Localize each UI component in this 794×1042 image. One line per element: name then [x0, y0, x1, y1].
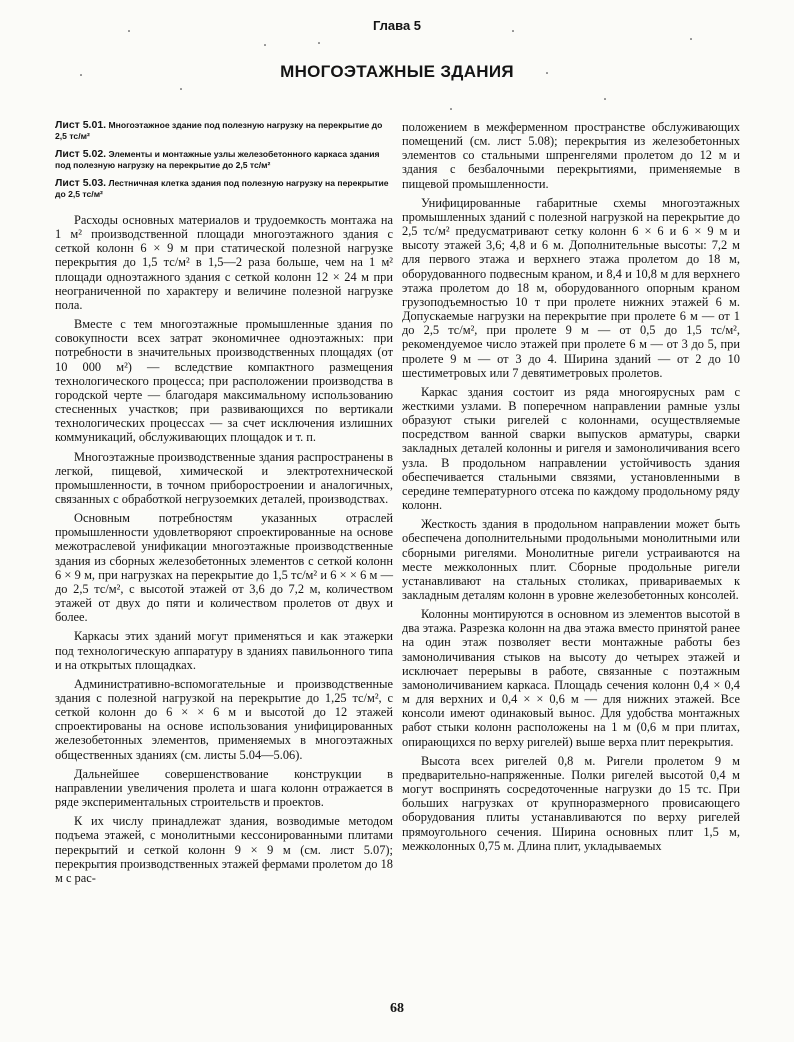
chapter-heading: Глава 5: [372, 18, 422, 33]
body-paragraph: Каркасы этих зданий могут применяться и как этажерки под технологическую аппаратуру в зданиях павильонного типа и на открытых площадках.: [55, 629, 393, 672]
body-paragraph: Жесткость здания в продольном направлении может быть обеспечена дополнительными продольными монолитными или сборными ригелями. Монолитные ригели устраиваются на месте межколонных плит. Сборные продольные ригели устанавливают на стальных столиках, привариваемых к закладным деталям колонн в уровне железобетонных консолей.: [402, 517, 740, 602]
sheet-label: Лист 5.03.: [55, 177, 107, 189]
body-paragraph: Административно-вспомогательные и производственные здания с полезной нагрузкой на перекрытие до 1,25 тс/м², с сеткой колонн до 6 × × 6 м и высотой до 12 этажей спроектированы на основе использования унифицированных железобетонных элементов, применяемых в многоэтажных общественных зданиях (см. листы 5.04—5.06).: [55, 676, 393, 762]
left-column: [55, 120, 393, 890]
sheet-text: Элементы и монтажные узлы железобетонного каркаса здания под полезную нагрузку на перекрытие до 2,5 тс/м²: [55, 149, 380, 170]
scan-speck: [318, 42, 320, 44]
body-paragraph: Вместе с тем многоэтажные промышленные здания по совокупности всех затрат экономичнее одноэтажных: при потребности в значительных производственных площадях (от 10 000 м²) — вследствие компактного размещения технологического процесса; при расположении производства в городской черте — благодаря максимальному использованию стесненных участков; при развивающихся по вертикали технологических процессах — за счет исключения излишних коммуникаций, обслуживающих площадок и т. п.: [55, 317, 393, 445]
page-number: 68: [390, 1001, 404, 1016]
sheet-label: Лист 5.02.: [55, 148, 107, 160]
body-paragraph: Унифицированные габаритные схемы многоэтажных промышленных зданий с полезной нагрузкой на перекрытие до 2,5 тс/м² предусматривают сетку колонн 6 × 6 и 6 × 9 м и высоту этажей 3,6; 4,8 и 6 м. Дополнительные высоты: 7,2 м для первого этажа и верхнего этажа пролетом до 18 м, оборудованного подвесным краном, и 8,4 и 10,8 м для верхнего этажа пролетом до 18 м, оборудованного опорным краном грузоподъемностью 10 т при пролете нижних этажей 6 м. Допускаемые нагрузки на перекрытие при пролете 6 м — от 1 до 2,5 тс/м², при пролете 9 м — от 0,5 до 1,5 тс/м², рекомендуемое число этажей при пролете 6 м — от 3 до 5, при пролете 9 м — от 3 до 4. Ширина зданий — от 2 до 10 шестиметровых или 7 девятиметровых пролетов.: [402, 195, 740, 380]
scan-speck: [80, 74, 82, 76]
body-paragraph: Основным потребностям указанных отраслей промышленности удовлетворяют спроектированные на основе межотраслевой унификации многоэтажные производственные здания из сборных железобетонных элементов с сеткой колонн 6 × 9 м, при нагрузках на перекрытие до 1,5 тс/м² и 6 × × 6 м — до 2,5 тс/м², с высотой этажей от 3,6 до 7,2 м, количеством этажей от двух до пяти и количеством пролетов от двух и более.: [55, 511, 393, 625]
sheet-label: Лист 5.01.: [55, 119, 107, 131]
chapter-title: МНОГОЭТАЖНЫЕ ЗДАНИЯ: [280, 62, 514, 81]
sheet-caption: [55, 178, 393, 199]
body-paragraph: Высота всех ригелей 0,8 м. Ригели пролетом 9 м предварительно-напряженные. Полки ригелей высотой 0,4 м могут воспринять сосредоточенные нагрузки до 15 тс. При больших нагрузках от крупноразмерного провисающего оборудования плиты устанавливаются по верху ригелей прямоугольного сечения. Ширина основных плит 1,5 м, межколонных 0,75 м. Длина плит, укладываемых: [402, 753, 740, 853]
scan-speck: [604, 98, 606, 100]
sheet-caption: [55, 149, 393, 170]
scan-speck: [128, 30, 130, 32]
body-paragraph: Дальнейшее совершенствование конструкции в направлении увеличения пролета и шага колонн отражается в ряде экспериментальных строительств и проектов.: [55, 766, 393, 810]
scan-speck: [546, 72, 548, 74]
sheet-text: Лестничная клетка здания под полезную нагрузку на перекрытие до 2,5 тс/м²: [55, 178, 389, 199]
body-paragraph: Колонны монтируются в основном из элементов высотой в два этажа. Разрезка колонн на два этажа вместо принятой ранее на один этаж позволяет вести монтажные работы без замоноличивания стыков на высоту до четырех этажей и исключает перерывы в работе, связанные с поэтажным замоноличиванием каркаса. Площадь сечения колонн 0,4 × 0,4 м для верхних и 0,4 × × 0,6 м — для нижних этажей. Все консоли имеют одинаковый вынос. Для удобства монтажных работ стыки колонн расположены на 1 м (0,6 м при плитах, опирающихся по верху ригелей) выше верха плит перекрытия.: [402, 607, 740, 749]
body-paragraph: К их числу принадлежат здания, возводимые методом подъема этажей, с монолитными кессонированными плитами перекрытий и сеткой колонн 9 × 9 м (см. лист 5.07); перекрытия производственных этажей фермами пролетом до 18 м с рас-: [55, 814, 393, 885]
scan-speck: [690, 38, 692, 40]
scan-speck: [180, 88, 182, 90]
right-column: [402, 120, 740, 858]
scan-speck: [512, 30, 514, 32]
body-paragraph: Многоэтажные производственные здания распространены в легкой, пищевой, химической и электротехнической промышленности, в точном приборостроении и аналогичных, связанных с обработкой негрузоемких деталей, производствах.: [55, 449, 393, 506]
sheet-caption: [55, 120, 393, 141]
body-paragraph: Каркас здания состоит из ряда многоярусных рам с жесткими узлами. В поперечном направлении рамные узлы образуют стыки ригелей с колоннами, осуществляемые посредством ванной сварки выпусков арматуры, сварки закладных деталей колонны и ригеля и замоноличивания всего узла. В продольном направлении устойчивость здания обеспечивается стальными связями, установленными в середине температурного отсека по каждому продольному ряду колонн.: [402, 384, 740, 513]
scan-speck: [450, 108, 452, 110]
sheet-text: Многоэтажное здание под полезную нагрузку на перекрытие до 2,5 тс/м²: [55, 120, 383, 141]
body-paragraph: Расходы основных материалов и трудоемкость монтажа на 1 м² производственной площади многоэтажного здания с сеткой колонн 6 × 9 м при статической полезной нагрузке перекрытия до 1,5 тс/м² в 1,5—2 раза больше, чем на 1 м² площади одноэтажного здания с сеткой колонн 12 × 24 м при неограниченной по характеру и величине полезной нагрузке пола.: [55, 213, 393, 312]
scan-speck: [264, 44, 266, 46]
body-paragraph: положением в межферменном пространстве обслуживающих помещений (см. лист 5.08); перекрытия из железобетонных элементов со стальными шпренгелями пролетом до 12 м и здания с безбалочными перекрытиями, применяемые в пищевой промышленности.: [402, 120, 740, 191]
